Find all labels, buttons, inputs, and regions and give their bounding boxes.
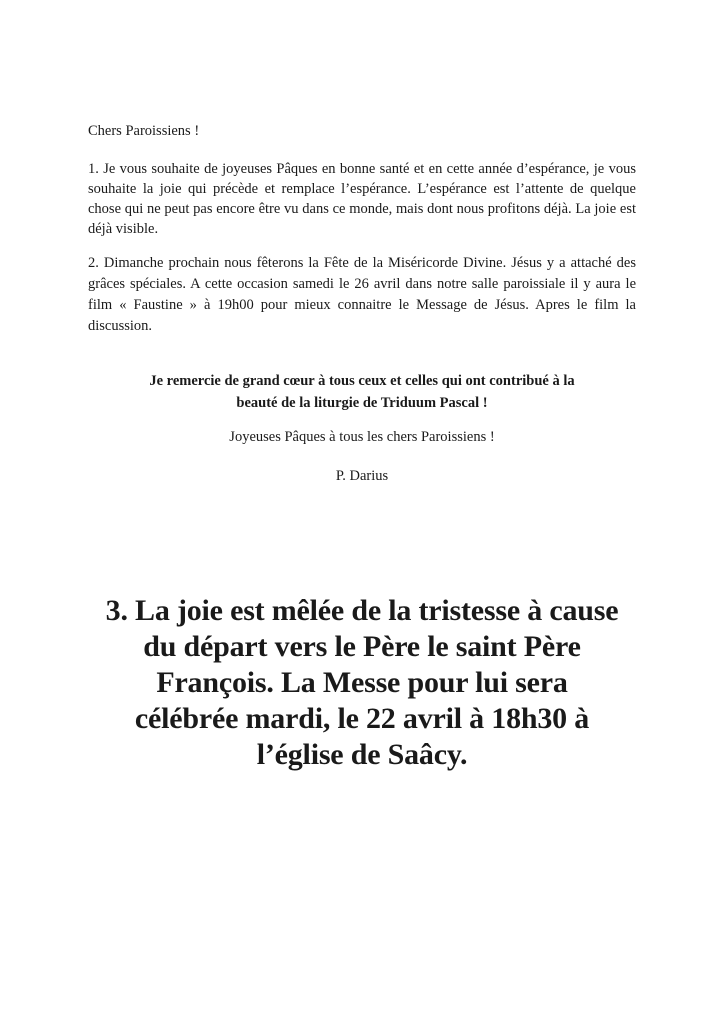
- greeting: Chers Paroissiens !: [88, 123, 200, 139]
- thanks-line: beauté de la liturgie de Triduum Pascal !: [236, 395, 488, 411]
- thanks-line: Je remercie de grand cœur à tous ceux et celles qui ont contribué à la: [149, 373, 575, 389]
- signature: P. Darius: [335, 468, 389, 484]
- mass-announcement: [60, 593, 664, 773]
- announcement-line: François. La Messe pour lui sera: [156, 666, 568, 699]
- announcement-line: célébrée mardi, le 22 avril à 18h30 à: [134, 702, 590, 735]
- announcement-line: 3. La joie est mêlée de la tristesse à cause: [105, 594, 619, 627]
- announcement-line: l’église de Saâcy.: [256, 738, 468, 771]
- paragraph-easter-wishes: 1. Je vous souhaite de joyeuses Pâques en bonne santé et en cette année d’espérance, je vous souhaite la joie qui précède et remplace l’espérance. L’espérance est l’attente de quelque chose qui ne peut pas encore être vu dans ce monde, mais dont nous profitons déjà. La joie est déjà visible.: [88, 161, 636, 237]
- announcement-line: du départ vers le Père le saint Père: [143, 630, 581, 663]
- thanks-note: [88, 370, 636, 414]
- easter-wishes: Joyeuses Pâques à tous les chers Paroissiens !: [229, 429, 495, 445]
- paragraph-divine-mercy: 2. Dimanche prochain nous fêterons la Fête de la Miséricorde Divine. Jésus y a attaché des grâces spéciales. A cette occasion samedi le 26 avril dans notre salle paroissiale il y aura le film « Faustine » à 19h00 pour mieux connaitre le Message de Jésus. Apres le film la discussion.: [88, 255, 636, 334]
